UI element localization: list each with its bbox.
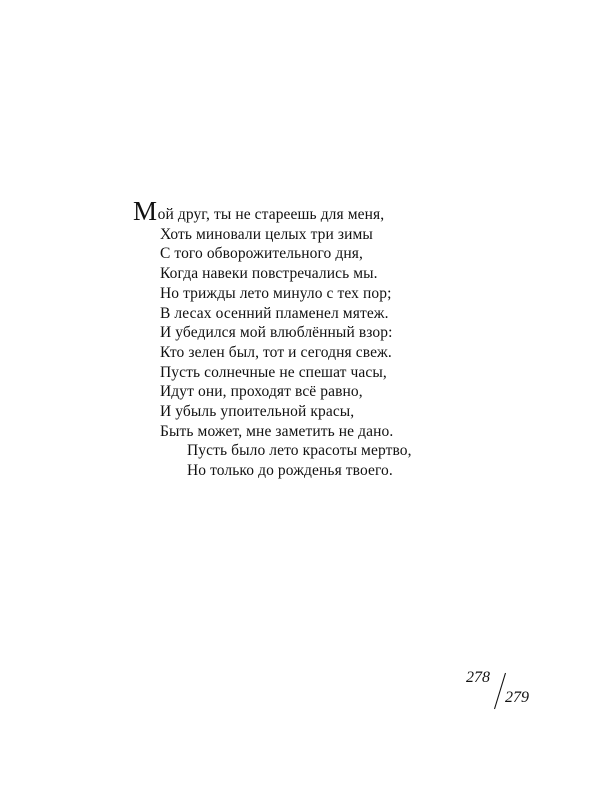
- page-number-left: 278: [466, 669, 490, 686]
- sonnet-text: [133, 196, 473, 481]
- poem-line-1: [133, 196, 473, 226]
- poem-line-1-text: ой друг, ты не стареешь для меня,: [157, 206, 385, 223]
- page-number-right: 279: [505, 689, 529, 706]
- poem-line-6: В лесах осенний пламенел мятеж.: [160, 304, 389, 322]
- poem-line-11: И убыль упоительной красы,: [160, 403, 355, 421]
- poem-line-3: С того обворожительного дня,: [160, 245, 363, 263]
- poem-line-12: Быть может, мне заметить не дано.: [160, 422, 394, 440]
- poem-line-13: Пусть было лето красоты мертво,: [187, 442, 412, 460]
- page-numbers: [466, 669, 536, 713]
- drop-cap: М: [133, 196, 158, 226]
- poem-line-9: Пусть солнечные не спешат часы,: [160, 363, 387, 381]
- poem-line-5: Но трижды лето минуло с тех пор;: [160, 284, 392, 302]
- poem-line-10: Идут они, проходят всё равно,: [160, 383, 363, 401]
- poem-line-8: Кто зелен был, тот и сегодня свеж.: [160, 343, 392, 361]
- poem-line-4: Когда навеки повстречались мы.: [160, 265, 378, 283]
- poem-line-14: Но только до рожденья твоего.: [187, 462, 393, 480]
- poem-line-2: Хоть миновали целых три зимы: [160, 225, 373, 243]
- poem-line-7: И убедился мой влюблённый взор:: [160, 324, 393, 342]
